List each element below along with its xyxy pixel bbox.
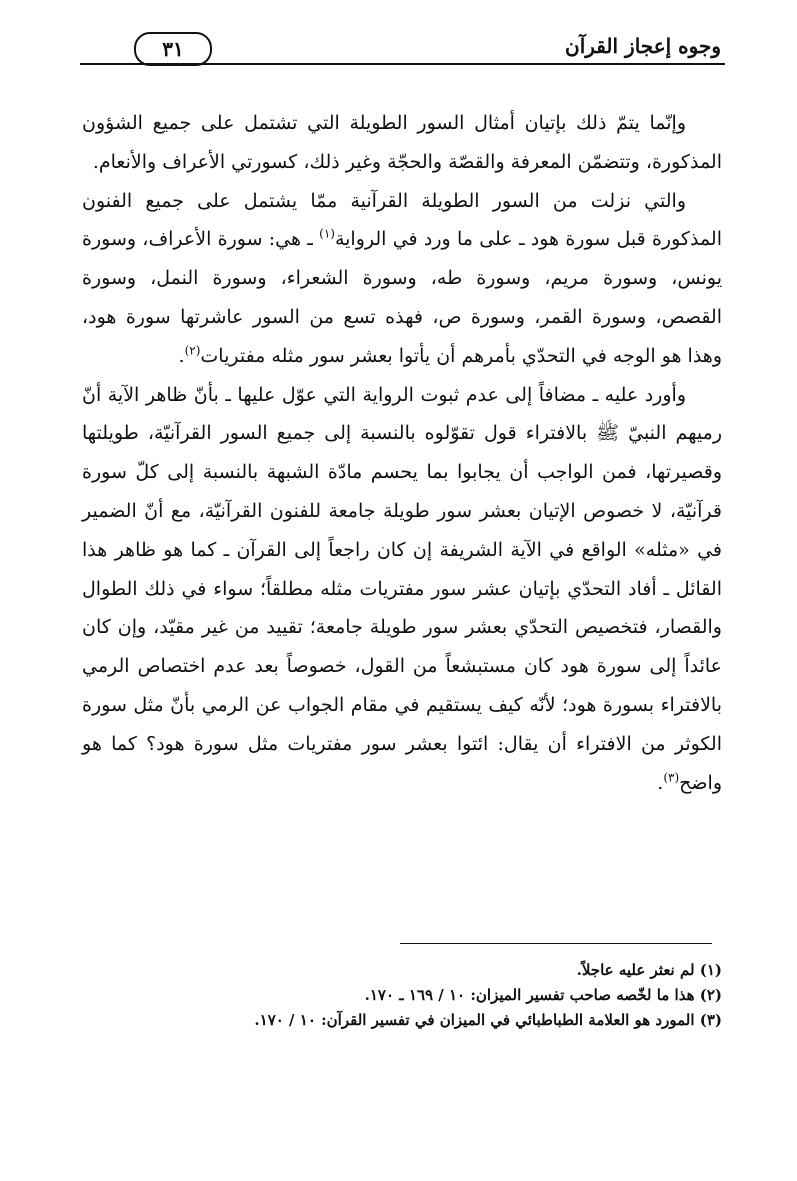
paragraph-2-text-b: ـ هي: سورة الأعراف، وسورة يونس، وسورة مريم، وسورة طه، وسورة الشعراء، وسورة النمل، وسورة القصص، وسورة القمر، وسورة ص، فهذه تسع من السور عاشرتها سورة هود، وهذا هو الوجه في التحدّي بأمرهم أن يأتوا بعشر سور مثله مفتريات: [82, 228, 722, 367]
footnote-divider: [400, 943, 712, 944]
header-divider: [80, 63, 725, 65]
footnote-2: (٢) هذا ما لخّصه صاحب تفسير الميزان: ١٠ / ١٦٩ ـ ١٧٠.: [364, 986, 722, 1004]
paragraph-2-text-a: والتي نزلت من السور الطويلة القرآنية ممّا يشتمل على جميع الفنون المذكورة قبل سورة هود ـ على ما ورد في الرواية: [82, 189, 722, 251]
footnote-ref-3[interactable]: (٣): [663, 770, 680, 785]
footnote-ref-1[interactable]: (١): [319, 227, 335, 242]
paragraph-3-end: .: [657, 771, 664, 794]
paragraph-2: [82, 182, 722, 376]
page-number: ٣١: [134, 32, 212, 66]
paragraph-2-end: .: [178, 344, 185, 367]
running-title: وجوه إعجاز القرآن: [565, 34, 721, 58]
paragraph-3: [82, 376, 722, 803]
footnotes: [150, 958, 722, 1033]
paragraph-3-text: وأورد عليه ـ مضافاً إلى عدم ثبوت الرواية التي عوّل عليها ـ بأنّ ظاهر الآية أنّ رميهم النبيّ ﷺ بالافتراء قول تقوّلوه بالنسبة إلى جميع السور القرآنيّة، طويلتها وقصيرتها، فمن الواجب أن يجابوا بما يحسم مادّة الشبهة بالنسبة إلى كلّ سورة قرآنيّة، لا خصوص الإتيان بعشر سور طويلة جامعة للفنون القرآنيّة، مع أنّ الضمير في «مثله» الواقع في الآية الشريفة إن كان راجعاً إلى القرآن ـ كما هو ظاهر هذا القائل ـ أفاد التحدّي بإتيان عشر سور مفتريات مثله مطلقاً؛ سواء في ذلك الطوال والقصار، فتخصيص التحدّي بعشر سور طويلة جامعة؛ تقييد من غير مقيّد، وإن كان عائداً إلى سورة هود كان مستبشعاً من القول، خصوصاً بعد عدم اختصاص الرمي بالافتراء بسورة هود؛ لأنّه كيف يستقيم في مقام الجواب عن الرمي بأنّ مثل سورة الكوثر من الافتراء أن يقال: ائتوا بعشر سور مفتريات مثل سورة هود؟ كما هو واضح: [82, 383, 722, 794]
footnote-3: (٣) المورد هو العلامة الطباطبائي في الميزان في تفسير القرآن: ١٠ / ١٧٠.: [254, 1011, 722, 1029]
page-header: [80, 20, 725, 66]
footnote-ref-2[interactable]: (٢): [184, 343, 201, 358]
main-text: [82, 104, 722, 802]
footnote-1: (١) لم نعثر عليه عاجلاً.: [576, 961, 722, 979]
paragraph-1: وإنّما يتمّ ذلك بإتيان أمثال السور الطويلة التي تشتمل على جميع الشؤون المذكورة، وتتضمّن المعرفة والقصّة والحجّة وغير ذلك، كسورتي الأعراف والأنعام.: [82, 112, 722, 173]
